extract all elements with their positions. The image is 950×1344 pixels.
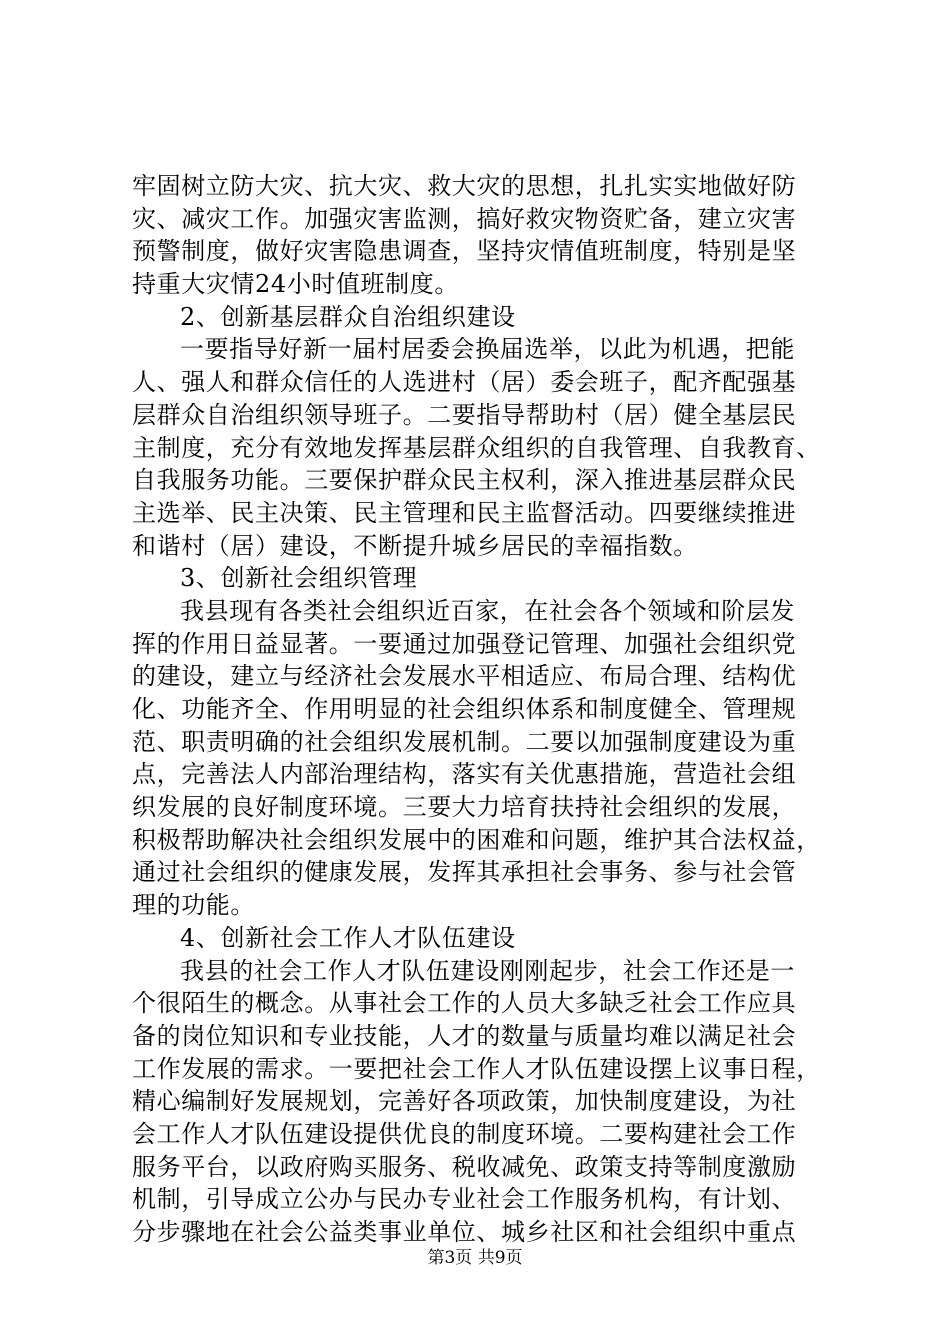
text-line: 层群众自治组织领导班子。二要指导帮助村（居）健全基层民 xyxy=(132,400,797,429)
text-line: 积极帮助解决社会组织发展中的困难和问题，维护其合法权益， xyxy=(132,825,821,854)
text-line: 自我服务功能。三要保护群众民主权利，深入推进基层群众民 xyxy=(132,466,797,495)
text-line: 主制度，充分有效地发挥基层群众组织的自我管理、自我教育、 xyxy=(132,433,821,462)
text-line: 和谐村（居）建设，不断提升城乡居民的幸福指数。 xyxy=(132,531,698,560)
text-line: 我县的社会工作人才队伍建设刚刚起步，社会工作还是一 xyxy=(180,956,795,985)
text-line: 的建设，建立与经济社会发展水平相适应、布局合理、结构优 xyxy=(132,662,797,691)
text-line: 分步骤地在社会公益类事业单位、城乡社区和社会组织中重点 xyxy=(132,1218,797,1246)
text-line: 会工作人才队伍建设提供优良的制度环境。二要构建社会工作 xyxy=(132,1119,797,1148)
text-line: 化、功能齐全、作用明显的社会组织体系和制度健全、管理规 xyxy=(132,695,797,723)
page-number: 第3页 共9页 xyxy=(427,1248,523,1268)
text-line: 理的功能。 xyxy=(132,891,255,920)
text-line: 通过社会组织的健康发展，发挥其承担社会事务、参与社会管 xyxy=(132,858,797,887)
document-body xyxy=(132,170,832,1249)
text-line: 灾、减灾工作。加强灾害监测，搞好救灾物资贮备，建立灾害 xyxy=(132,204,797,233)
text-line: 4、创新社会工作人才队伍建设 xyxy=(180,923,516,952)
text-line: 人、强人和群众信任的人选进村（居）委会班子，配齐配强基 xyxy=(132,368,797,397)
page-footer xyxy=(0,1247,950,1269)
text-line: 挥的作用日益显著。一要通过加强登记管理、加强社会组织党 xyxy=(132,629,797,658)
text-line: 服务平台，以政府购买服务、税收减免、政策支持等制度激励 xyxy=(132,1152,797,1181)
text-line: 我县现有各类社会组织近百家，在社会各个领域和阶层发 xyxy=(180,596,795,625)
text-line: 牢固树立防大灾、抗大灾、救大灾的思想，扎扎实实地做好防 xyxy=(132,172,797,200)
text-line: 范、职责明确的社会组织发展机制。二要以加强制度建设为重 xyxy=(132,727,797,756)
text-line: 精心编制好发展规划，完善好各项政策，加快制度建设，为社 xyxy=(132,1087,797,1116)
text-line: 织发展的良好制度环境。三要大力培育扶持社会组织的发展， xyxy=(132,793,797,822)
text-line: 持重大灾情24小时值班制度。 xyxy=(132,270,459,299)
text-line: 个很陌生的概念。从事社会工作的人员大多缺乏社会工作应具 xyxy=(132,989,797,1018)
text-line: 预警制度，做好灾害隐患调查，坚持灾情值班制度，特别是坚 xyxy=(132,237,797,266)
text-line: 主选举、民主决策、民主管理和民主监督活动。四要继续推进 xyxy=(132,498,797,527)
text-line: 备的岗位知识和专业技能，人才的数量与质量均难以满足社会 xyxy=(132,1021,797,1050)
text-line: 机制，引导成立公办与民办专业社会工作服务机构，有计划、 xyxy=(132,1185,797,1214)
text-line: 点，完善法人内部治理结构，落实有关优惠措施，营造社会组 xyxy=(132,760,797,789)
text-line: 2、创新基层群众自治组织建设 xyxy=(180,302,516,331)
text-line: 工作发展的需求。一要把社会工作人才队伍建设摆上议事日程， xyxy=(132,1054,821,1083)
text-line: 一要指导好新一届村居委会换届选举，以此为机遇，把能 xyxy=(180,335,795,364)
text-line: 3、创新社会组织管理 xyxy=(180,564,418,593)
